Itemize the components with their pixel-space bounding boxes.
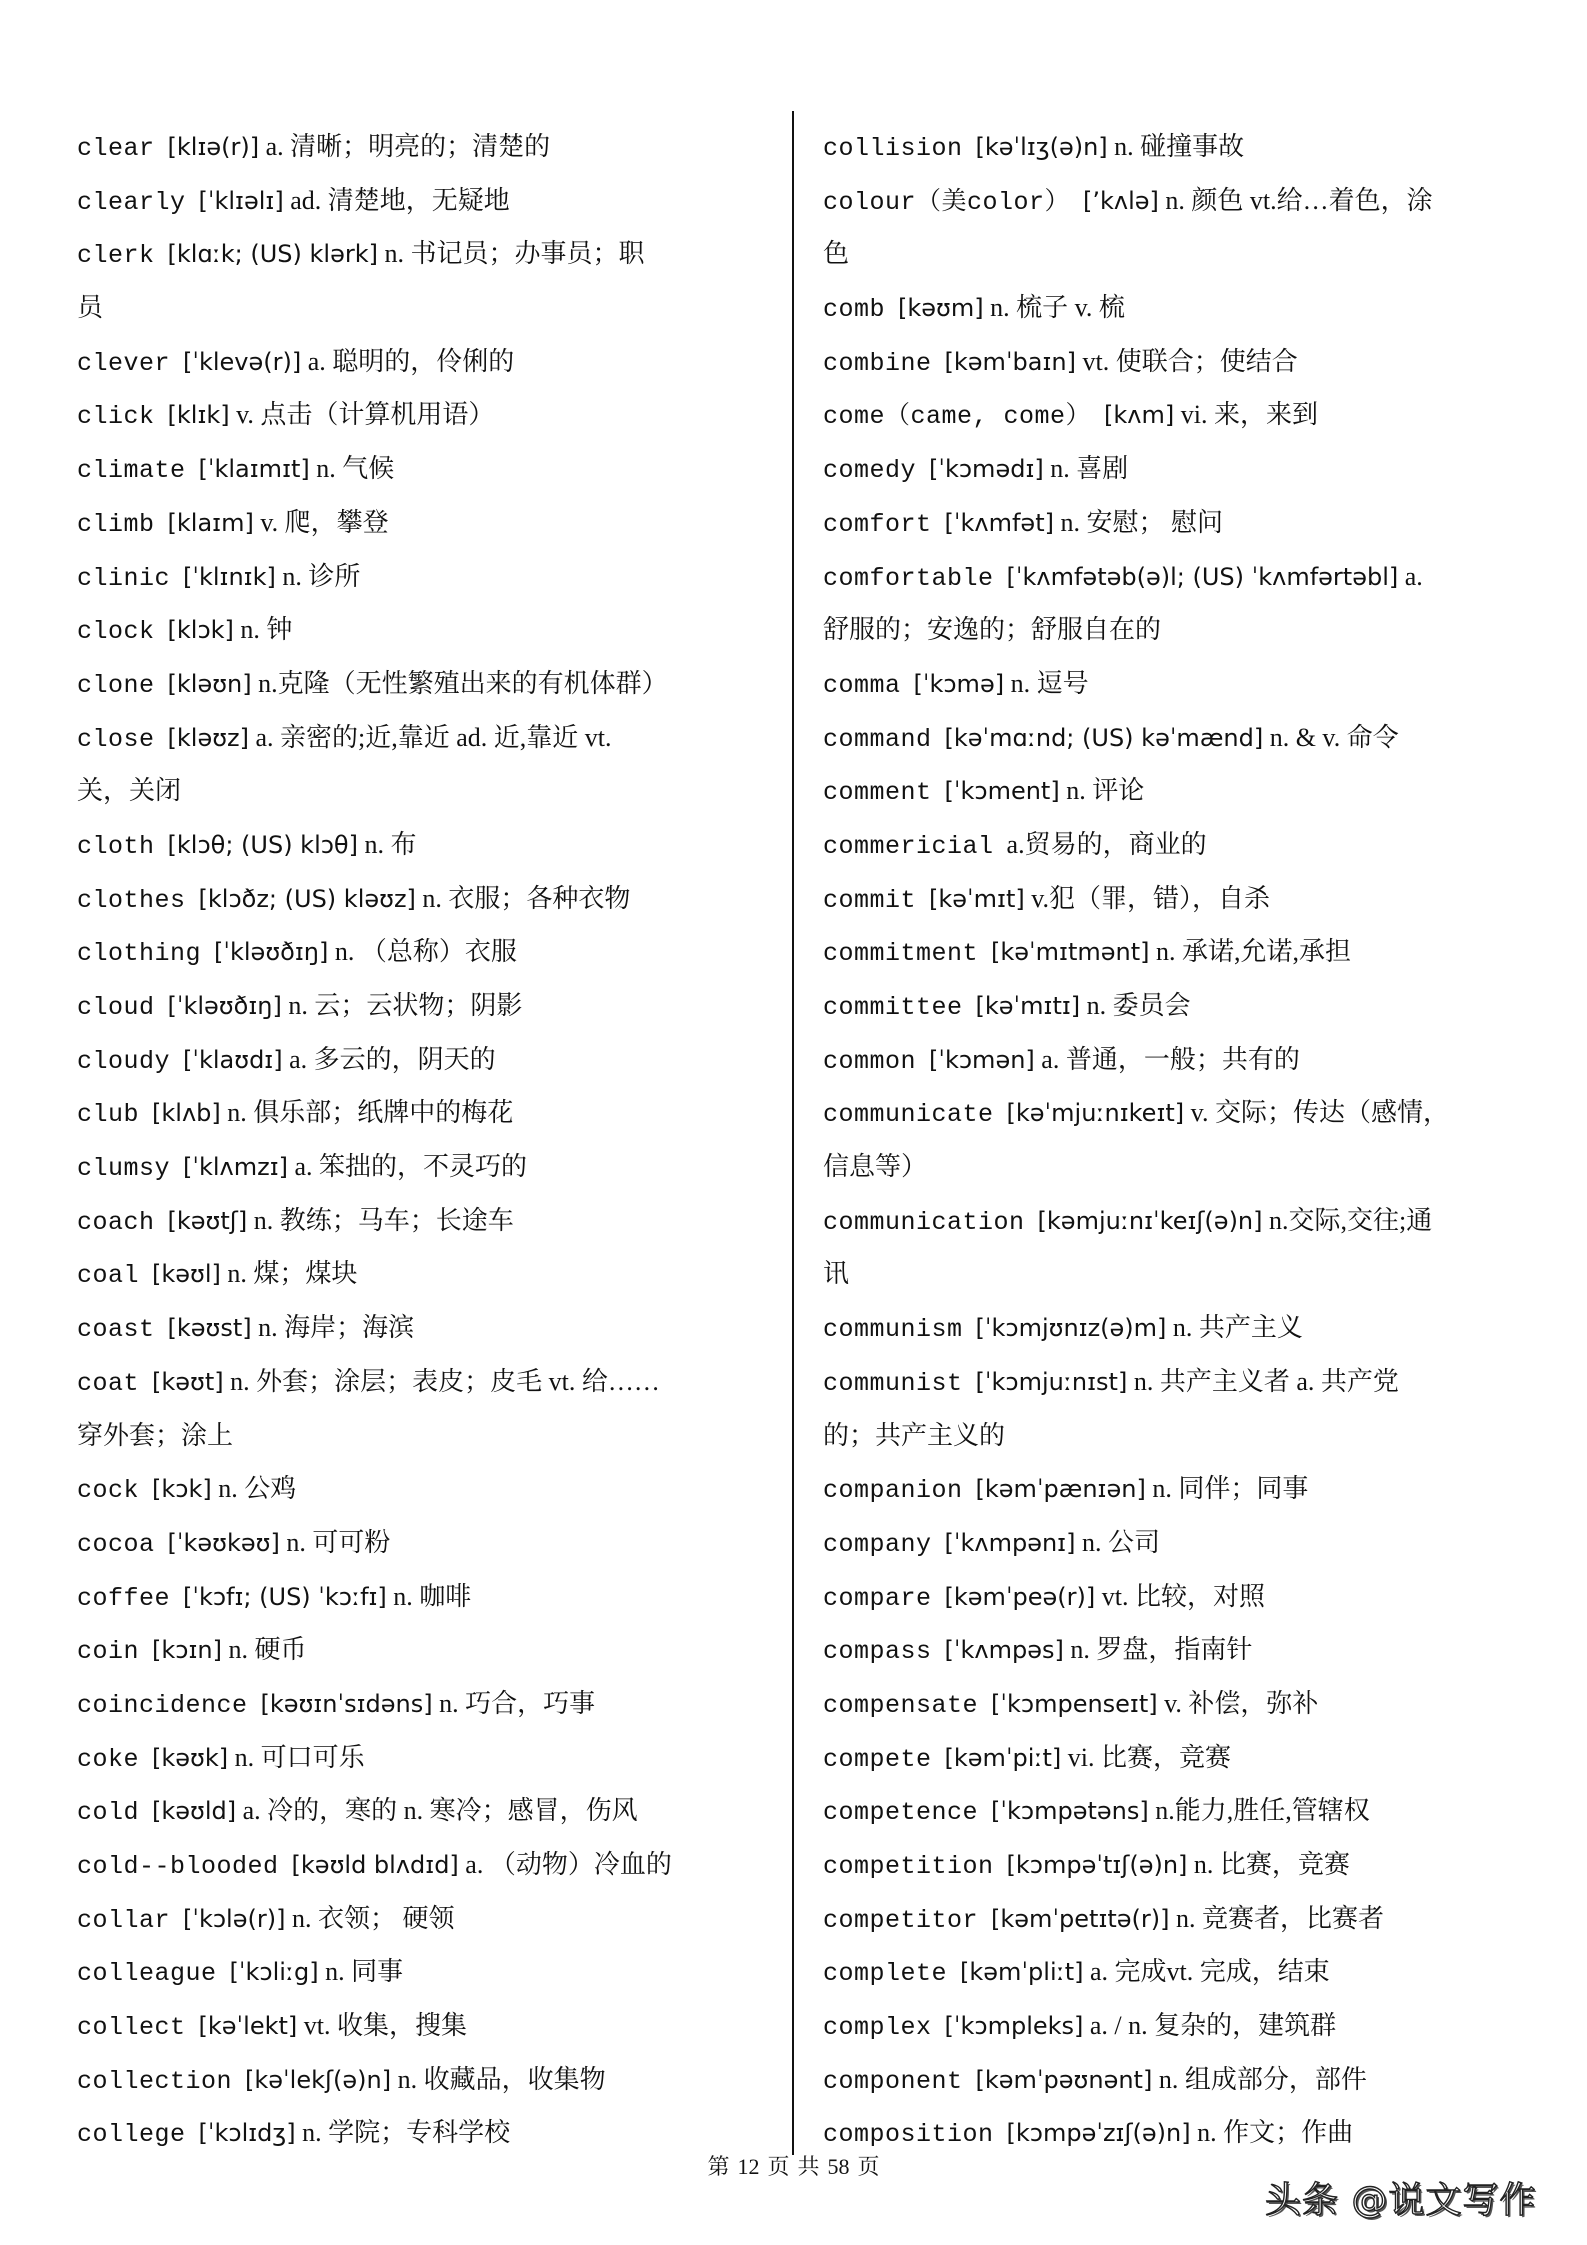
headword: collection — [77, 2066, 233, 2096]
vocab-entry — [823, 925, 1523, 979]
phonetic: [ˈkɔmə] — [913, 669, 1005, 698]
definition: n. 喜剧 — [1050, 454, 1129, 484]
headword: compete — [823, 1744, 932, 1774]
entry-continuation — [823, 1247, 1523, 1301]
footer-page-label: 页 — [767, 2154, 790, 2179]
total-page-count: 58 — [827, 2154, 850, 2179]
phonetic: [ˈkɔlə(r)] — [183, 1904, 286, 1933]
definition: n. 硬币 — [228, 1635, 307, 1665]
headword: companion — [823, 1476, 963, 1506]
vocab-entry — [77, 335, 777, 389]
definition: n. 咖啡 — [393, 1581, 472, 1611]
phonetic: [kɔmpəˈzɪʃ(ə)n] — [1006, 2119, 1191, 2148]
definition: a. 聪明的，伶俐的 — [307, 346, 515, 376]
headword: competition — [823, 1852, 994, 1881]
definition: n. 巧合，巧事 — [439, 1688, 596, 1718]
vocab-entry — [77, 1892, 777, 1946]
definition: n. 评论 — [1066, 776, 1145, 806]
headword: close — [77, 724, 155, 754]
phonetic: [ˈkləʊðɪŋ] — [167, 992, 282, 1020]
phonetic: [ˈkɔmjuːnɪst] — [975, 1367, 1128, 1396]
definition: n. 气候 — [316, 454, 395, 484]
headword: clock — [77, 617, 155, 647]
headword: cock — [77, 1476, 140, 1506]
phonetic: [kəˈmɪt] — [929, 884, 1025, 913]
definition: n. 书记员；办事员；职 — [384, 239, 645, 269]
headword: climb — [77, 509, 155, 539]
definition: n. 云；云状物；阴影 — [288, 991, 523, 1020]
headword: comedy — [823, 456, 917, 486]
vocab-entry — [823, 1677, 1523, 1731]
definition: a. 普通，一般；共有的 — [1041, 1044, 1300, 1074]
definition: a. 多云的，阴天的 — [289, 1044, 496, 1074]
headword: collect — [77, 2013, 186, 2043]
definition: n. & v. 命令 — [1269, 722, 1399, 752]
phonetic: [kəˈlekʃ(ə)n] — [245, 2065, 392, 2094]
headword: cold — [77, 1798, 140, 1828]
phonetic: [kləʊz] — [167, 723, 249, 752]
phonetic: [ˈkɔmən] — [929, 1045, 1035, 1074]
vocab-entry — [823, 174, 1523, 228]
definition: v.犯（罪，错），自杀 — [1031, 883, 1271, 913]
definition: vi. 来，来到 — [1180, 400, 1318, 430]
definition: n. 碰撞事故 — [1114, 132, 1245, 161]
phonetic: [klɔθ; (US) klɔθ] — [167, 830, 358, 859]
definition: a.贸易的，商业的 — [1006, 829, 1207, 859]
phonetic: [ˈkɔment] — [944, 777, 1060, 806]
phonetic: [ˈkɔmpenseɪt] — [991, 1689, 1158, 1718]
vocab-entry — [77, 1194, 777, 1248]
vocab-entry — [77, 1247, 777, 1301]
headword: club — [77, 1100, 140, 1130]
definition: n. 学院；专科学校 — [302, 2118, 511, 2148]
definition: n. 外套；涂层；表皮；皮毛 vt. 给…… — [230, 1366, 660, 1396]
headword: coal — [77, 1261, 140, 1291]
phonetic: [kəmjuːnɪˈkeɪʃ(ə)n] — [1037, 1206, 1263, 1235]
definition: n. 同伴；同事 — [1152, 1474, 1309, 1504]
vocab-entry — [823, 2053, 1523, 2107]
phonetic: [klɪk] — [167, 401, 230, 430]
headword: cloud — [77, 993, 155, 1022]
vocab-entry — [823, 1301, 1523, 1355]
vocab-entry — [77, 1301, 777, 1355]
vocab-entry — [823, 442, 1523, 496]
phonetic: [ˈkəʊkəʊ] — [167, 1528, 280, 1557]
vocab-entry — [77, 1784, 777, 1838]
headword: coincidence — [77, 1690, 248, 1720]
definition: n. 诊所 — [282, 561, 361, 591]
footer-total-label: 页 — [857, 2154, 880, 2179]
vocab-entry — [77, 1140, 777, 1194]
headword: command — [823, 724, 932, 754]
headword: clerk — [77, 241, 155, 271]
definition: n. 委员会 — [1086, 991, 1191, 1020]
phonetic: [kəmˈpliːt] — [960, 1958, 1084, 1987]
phonetic: [kəmˈpiːt] — [944, 1743, 1062, 1772]
phonetic: [kʌm] — [1104, 401, 1175, 430]
definition: n. 衣服；各种衣物 — [422, 883, 631, 913]
definition: n. 同事 — [325, 1957, 404, 1987]
vocab-entry — [823, 1194, 1523, 1248]
phonetic: [ˈklaʊdɪ] — [183, 1045, 283, 1074]
phonetic: [ˈkɔmjʊnɪz(ə)m] — [975, 1314, 1167, 1343]
vocab-entry — [77, 496, 777, 550]
definition: vt. 比较，对照 — [1101, 1581, 1265, 1611]
definition: v. 补偿，弥补 — [1164, 1688, 1319, 1718]
vocab-entry — [77, 818, 777, 872]
vocab-entry — [77, 1731, 777, 1785]
vocab-entry — [77, 550, 777, 604]
phonetic: [kəmˈpeə(r)] — [944, 1582, 1096, 1611]
phonetic: [ˈklaɪmɪt] — [198, 455, 310, 484]
headword: come（came, come） — [823, 402, 1092, 432]
definition: a. / n. 复杂的，建筑群 — [1089, 2011, 1337, 2041]
vocab-entry — [77, 711, 777, 765]
definition-continuation: 穿外套；涂上 — [77, 1420, 234, 1450]
phonetic: [kəmˈbaɪn] — [944, 347, 1076, 376]
headword: complete — [823, 1959, 948, 1989]
phonetic: [ˈkləʊðɪŋ] — [214, 938, 329, 967]
headword: component — [823, 2066, 963, 2096]
headword: coke — [77, 1744, 140, 1774]
phonetic: [kləʊn] — [167, 669, 252, 698]
definition: n. 收藏品，收集物 — [397, 2064, 606, 2094]
phonetic: [kəˈmɪtɪ] — [975, 992, 1081, 1020]
phonetic: [kəʊl] — [152, 1260, 221, 1289]
phonetic: [ˈklʌmzɪ] — [183, 1153, 289, 1182]
headword: click — [77, 402, 155, 432]
entry-continuation — [77, 281, 777, 335]
definition-continuation: 员 — [77, 293, 104, 323]
vocab-entry — [77, 1838, 777, 1892]
headword: clothing — [77, 939, 202, 969]
definition: n. 罗盘，指南针 — [1070, 1635, 1253, 1665]
definition: v. 点击（计算机用语） — [236, 400, 495, 430]
vocab-entry — [823, 872, 1523, 926]
definition: n. 海岸；海滨 — [258, 1313, 415, 1343]
definition: n. 共产主义者 a. 共产党 — [1133, 1366, 1399, 1396]
definition: n. 组成部分，部件 — [1158, 2064, 1367, 2094]
vocab-entry — [77, 227, 777, 281]
vocab-entry — [77, 1945, 777, 1999]
headword: collision — [823, 134, 963, 163]
headword: composition — [823, 2120, 994, 2150]
vocab-entry — [823, 657, 1523, 711]
phonetic: [kəʊt] — [152, 1367, 224, 1396]
headword: clone — [77, 670, 155, 700]
definition: n. 煤；煤块 — [227, 1259, 358, 1289]
phonetic: [kɔk] — [152, 1475, 212, 1504]
vocab-entry — [823, 1355, 1523, 1409]
phonetic: [ˈkɔfɪ; (US) ˈkɔːfɪ] — [183, 1582, 387, 1611]
footer-prefix: 第 — [707, 2154, 730, 2179]
phonetic: [kəʊɪnˈsɪdəns] — [260, 1689, 433, 1718]
vocab-entry — [823, 1462, 1523, 1516]
definition: n. 承诺,允诺,承担 — [1156, 937, 1352, 967]
definition: n. 俱乐部；纸牌中的梅花 — [227, 1098, 514, 1128]
phonetic: [’kʌlə] — [1083, 186, 1159, 215]
definition: n. 逗号 — [1010, 668, 1089, 698]
headword: competence — [823, 1798, 979, 1828]
phonetic: [kɔɪn] — [152, 1636, 222, 1665]
definition-continuation: 的；共产主义的 — [823, 1420, 1006, 1450]
entry-continuation — [77, 1409, 777, 1463]
phonetic: [klaɪm] — [167, 508, 254, 537]
right-column — [823, 120, 1523, 2160]
phonetic: [ˈkʌmfətəb(ə)l; (US) ˈkʌmfərtəbl] — [1006, 562, 1399, 591]
vocab-entry — [77, 1462, 777, 1516]
definition-continuation: 信息等） — [823, 1152, 928, 1182]
phonetic: [kəˈlɪʒ(ə)n] — [975, 133, 1108, 161]
headword: commitment — [823, 939, 979, 969]
vocab-entry — [823, 388, 1523, 442]
headword: clear — [77, 134, 155, 163]
headword: compensate — [823, 1690, 979, 1720]
vocab-entry — [823, 550, 1523, 604]
headword: communication — [823, 1207, 1025, 1237]
vocab-entry — [823, 1838, 1523, 1892]
definition: a. 冷的，寒的 n. 寒冷；感冒，伤风 — [242, 1796, 638, 1826]
vocab-entry — [77, 174, 777, 228]
vocab-entry — [77, 1033, 777, 1087]
current-page-number: 12 — [737, 2154, 760, 2179]
headword: communist — [823, 1368, 963, 1398]
vocab-entry — [823, 711, 1523, 765]
headword: cloudy — [77, 1046, 171, 1076]
headword: coin — [77, 1637, 140, 1667]
phonetic: [klɪə(r)] — [167, 133, 260, 161]
definition: ad. 清楚地，无疑地 — [290, 185, 510, 215]
definition: n. 颜色 vt.给…着色，涂 — [1165, 185, 1433, 215]
headword: coffee — [77, 1583, 171, 1613]
phonetic: [kəmˈpænɪən] — [975, 1475, 1146, 1504]
headword: colour（美color） — [823, 187, 1071, 217]
vocab-entry — [823, 496, 1523, 550]
vocab-entry — [77, 657, 777, 711]
headword: climate — [77, 456, 186, 486]
phonetic: [kɔmpəˈtɪʃ(ə)n] — [1006, 1851, 1188, 1879]
definition: vt. 使联合；使结合 — [1082, 346, 1298, 376]
headword: clearly — [77, 187, 186, 217]
definition: n. 教练；马车；长途车 — [253, 1205, 514, 1235]
phonetic: [ˈklevə(r)] — [183, 347, 302, 376]
vocab-entry — [77, 1516, 777, 1570]
vocab-entry — [823, 1033, 1523, 1087]
headword: commericial — [823, 831, 994, 861]
vocab-entry — [77, 2053, 777, 2107]
headword: comb — [823, 295, 886, 325]
headword: clumsy — [77, 1154, 171, 1184]
definition: n. 梳子 v. 梳 — [990, 293, 1125, 323]
phonetic: [klɔk] — [167, 616, 234, 645]
vocab-entry — [823, 1999, 1523, 2053]
definition: a. 完成vt. 完成，结束 — [1089, 1957, 1330, 1987]
definition: n. 竞赛者，比赛者 — [1176, 1903, 1385, 1933]
definition: n. 衣领； 硬领 — [291, 1903, 455, 1933]
definition: n.交际,交往;通 — [1269, 1205, 1433, 1235]
definition: vi. 比赛，竞赛 — [1067, 1742, 1232, 1772]
headword: cloth — [77, 831, 155, 861]
definition: v. 交际；传达（感情， — [1190, 1098, 1449, 1128]
phonetic: [kəʊld blʌdɪd] — [291, 1851, 459, 1879]
phonetic: [klɑːk; (US) klərk] — [167, 240, 378, 269]
entry-continuation — [823, 1140, 1523, 1194]
headword: common — [823, 1046, 917, 1076]
vocab-entry — [823, 1086, 1523, 1140]
vocab-entry — [77, 1677, 777, 1731]
phonetic: [kəˈmɪtmənt] — [991, 938, 1150, 967]
headword: colleague — [77, 1959, 217, 1989]
phonetic: [ˈkɔliːg] — [229, 1958, 319, 1987]
vocab-entry — [823, 1892, 1523, 1946]
headword: cold--blooded — [77, 1852, 279, 1881]
vocab-entry — [77, 120, 777, 174]
phonetic: [kəˈlekt] — [198, 2012, 298, 2041]
definition: n.能力,胜任,管辖权 — [1155, 1796, 1370, 1826]
vocab-entry — [77, 1086, 777, 1140]
vocab-entry — [77, 1570, 777, 1624]
vocab-entry — [823, 1731, 1523, 1785]
definition-continuation: 关，关闭 — [77, 776, 182, 806]
phonetic: [kəˈmɑːnd; (US) kəˈmænd] — [944, 723, 1264, 752]
headword: collar — [77, 1905, 171, 1935]
headword: committee — [823, 993, 963, 1022]
definition: n. 比赛，竞赛 — [1193, 1850, 1350, 1879]
headword: compare — [823, 1583, 932, 1613]
headword: compass — [823, 1637, 932, 1667]
vocab-entry — [823, 764, 1523, 818]
phonetic: [kəʊtʃ] — [167, 1206, 248, 1235]
definition: vt. 收集，搜集 — [303, 2011, 467, 2041]
definition: n. 共产主义 — [1172, 1313, 1303, 1343]
vocab-entry — [77, 603, 777, 657]
phonetic: [ˈklɪnɪk] — [183, 562, 276, 591]
vocab-entry — [823, 281, 1523, 335]
definition: a. 清晰；明亮的；清楚的 — [265, 132, 551, 161]
headword: communicate — [823, 1100, 994, 1130]
definition: n. 安慰； 慰问 — [1060, 507, 1223, 537]
entry-continuation — [77, 764, 777, 818]
phonetic: [ˈkɔmədɪ] — [929, 455, 1044, 484]
entry-continuation — [823, 603, 1523, 657]
entry-continuation — [823, 227, 1523, 281]
definition: n. 布 — [364, 829, 417, 859]
left-column — [77, 120, 777, 2160]
headword: communism — [823, 1315, 963, 1345]
vocab-entry — [823, 1570, 1523, 1624]
phonetic: [kəʊk] — [152, 1743, 229, 1772]
headword: comment — [823, 778, 932, 808]
phonetic: [ˈkɔmpleks] — [944, 2012, 1084, 2041]
headword: coat — [77, 1368, 140, 1398]
headword: college — [77, 2120, 186, 2150]
definition: n. 钟 — [240, 615, 293, 645]
definition: n.克隆（无性繁殖出来的有机体群） — [258, 668, 668, 698]
entry-continuation — [823, 1409, 1523, 1463]
phonetic: [kəʊst] — [167, 1314, 252, 1343]
vocab-entry — [77, 442, 777, 496]
headword: complex — [823, 2013, 932, 2043]
definition: n. 公鸡 — [218, 1474, 297, 1504]
vocab-entry — [823, 120, 1523, 174]
phonetic: [klɔðz; (US) kləʊz] — [198, 884, 416, 913]
headword: comfort — [823, 509, 932, 539]
vocab-entry — [77, 1355, 777, 1409]
definition: n. （总称）衣服 — [334, 937, 517, 967]
headword: commit — [823, 885, 917, 915]
headword: clinic — [77, 563, 171, 593]
phonetic: [ˈkɔmpətəns] — [991, 1797, 1149, 1826]
definition: n. 作文；作曲 — [1197, 2118, 1354, 2148]
headword: combine — [823, 348, 932, 378]
vocab-entry — [823, 979, 1523, 1033]
vocab-entry — [823, 1516, 1523, 1570]
vocab-entry — [77, 925, 777, 979]
definition: n. 可口可乐 — [234, 1742, 365, 1772]
definition: n. 可可粉 — [286, 1527, 391, 1557]
vocab-entry — [77, 1623, 777, 1677]
definition: a. 亲密的;近,靠近 ad. 近,靠近 vt. — [255, 722, 612, 752]
footer-total-prefix: 共 — [797, 2154, 820, 2179]
headword: coast — [77, 1315, 155, 1345]
definition: v. 爬，攀登 — [260, 507, 389, 537]
vocab-entry — [823, 1945, 1523, 1999]
headword: cocoa — [77, 1529, 155, 1559]
vocab-entry — [823, 335, 1523, 389]
definition: a. 笨拙的，不灵巧的 — [294, 1152, 528, 1182]
phonetic: [kəmˈpetɪtə(r)] — [991, 1904, 1170, 1933]
definition-continuation: 讯 — [823, 1259, 850, 1289]
definition-continuation: 色 — [823, 239, 850, 269]
phonetic: [kəʊm] — [898, 294, 984, 323]
vocab-entry — [823, 1784, 1523, 1838]
definition: n. 公司 — [1081, 1527, 1160, 1557]
definition-continuation: 舒服的；安逸的；舒服自在的 — [823, 615, 1162, 645]
phonetic: [kəmˈpəʊnənt] — [975, 2065, 1153, 2094]
definition: a. — [1404, 561, 1423, 591]
phonetic: [kəʊld] — [152, 1797, 237, 1826]
vocab-entry — [77, 388, 777, 442]
headword: comma — [823, 670, 901, 700]
phonetic: [ˈkʌmpənɪ] — [944, 1528, 1076, 1557]
phonetic: [ˈklɪəlɪ] — [198, 186, 284, 215]
vocab-entry — [77, 1999, 777, 2053]
vocab-entry — [77, 979, 777, 1033]
vocab-entry — [823, 1623, 1523, 1677]
vocab-entry — [823, 818, 1523, 872]
phonetic: [ˈkʌmfət] — [944, 508, 1054, 537]
headword: comfortable — [823, 563, 994, 593]
watermark: 头条 @说文写作 — [1265, 2180, 1537, 2221]
definition: a. （动物）冷血的 — [465, 1850, 672, 1879]
headword: competitor — [823, 1905, 979, 1935]
phonetic: [klʌb] — [152, 1099, 221, 1128]
headword: coach — [77, 1207, 155, 1237]
vocab-entry — [77, 872, 777, 926]
headword: clever — [77, 348, 171, 378]
phonetic: [ˈkʌmpəs] — [944, 1636, 1064, 1665]
headword: company — [823, 1529, 932, 1559]
phonetic: [kəˈmjuːnɪkeɪt] — [1006, 1099, 1185, 1128]
phonetic: [ˈkɔlɪdʒ] — [198, 2119, 296, 2148]
headword: clothes — [77, 885, 186, 915]
column-divider — [792, 111, 794, 2155]
